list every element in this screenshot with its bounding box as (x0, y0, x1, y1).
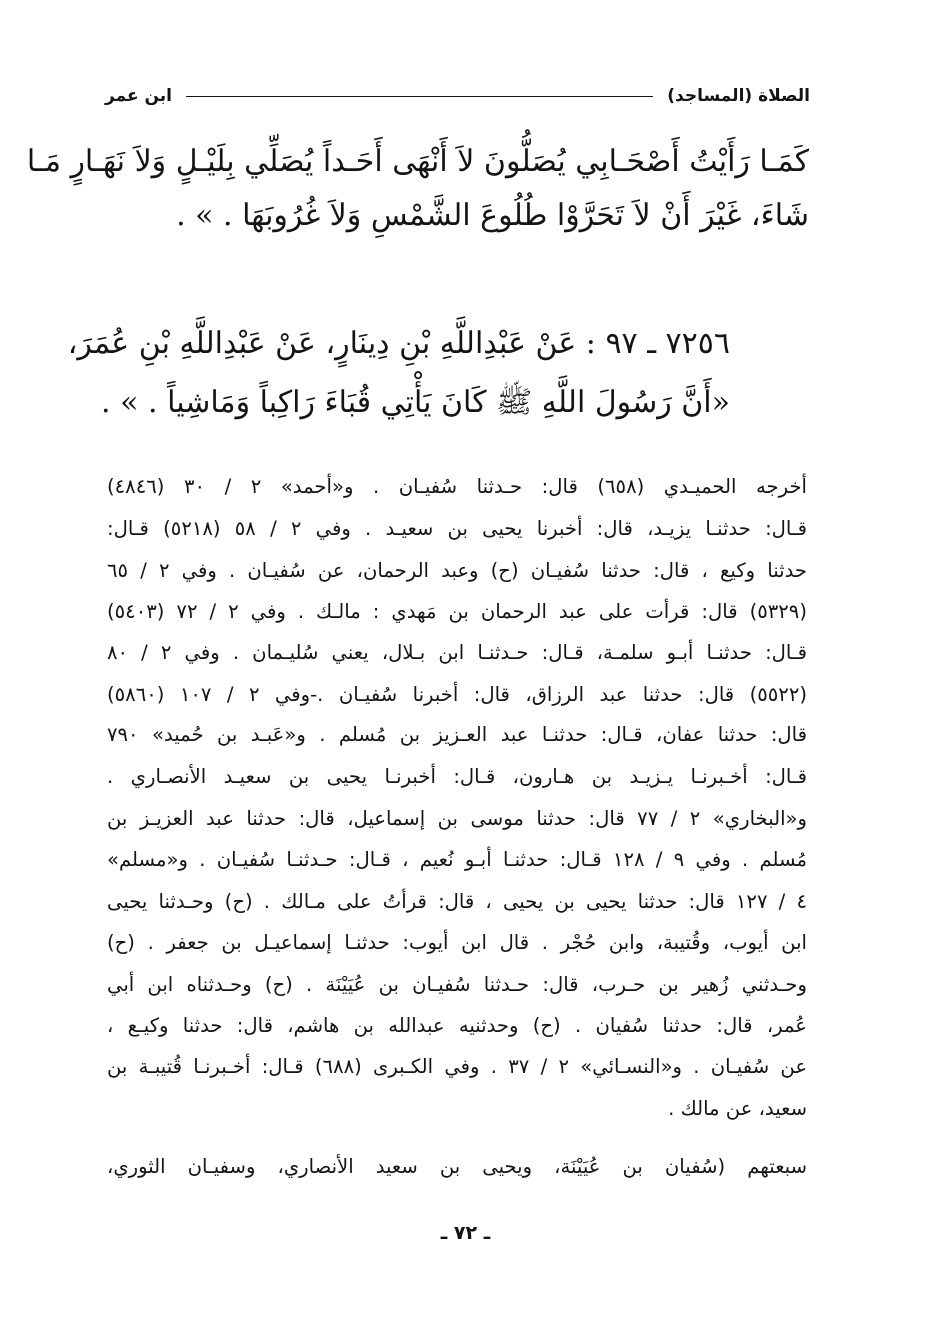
hadith-line: ٧٢٥٦ ـ ٩٧ : عَنْ عَبْدِاللَّهِ بْنِ دِينَارٍ، عَنْ عَبْدِاللَّهِ بْنِ عُمَرَ، (67, 326, 730, 361)
header-rule (186, 96, 653, 97)
note-line: سبعتهم (سُفيان بن عُيَيْنَة، ويحيى بن سعيد الأنصاري، وسفيـان الثوري، (107, 1155, 807, 1178)
running-header (105, 82, 810, 110)
takhrij-line: عن سُفيـان . و«النسـائي» ٢ / ٣٧ . وفي الكـبرى (٦٨٨) قـال: أخـبرنـا قُتيبـة بن (107, 1055, 808, 1078)
takhrij-line: سعيد، عن مالك . (668, 1097, 807, 1120)
takhrij-line: ابن أيوب، وقُتيبة، وابن حُجْر . قال ابن أيوب: حدثنـا إسماعيـل بن جعفر . (ح) (107, 931, 807, 954)
narrator-name: ابن عمر (105, 86, 173, 106)
takhrij-line: وحـدثني زُهير بن حـرب، قال: حـدثنا سُفيـان بن عُيَيْنَة . (ح) وحـدثناه ابن أبي (107, 973, 807, 996)
page-number: ـ ٧٢ ـ (440, 1222, 491, 1244)
takhrij-line: ٤ / ١٢٧ قال: حدثنا يحيى بن يحيى ، قال: قرأتُ على مـالك . (ح) وحـدثنا يحيى (107, 890, 807, 913)
takhrij-line: قال: حدثنا عفان، قـال: حدثنـا عبد العـزيز بن مُسلم . و«عَبـد بن حُميد» ٧٩٠ (107, 723, 807, 746)
takhrij-line: قـال: حدثنـا يزيـد، قال: أخبرنا يحيى بن سعيـد . وفي ٢ / ٥٨ (٥٢١٨) قـال: (107, 517, 807, 540)
takhrij-line: عُمر، قال: حدثنا سُفيان . (ح) وحدثنيه عبدالله بن هاشم، قال: حدثنا وكيـع ، (107, 1014, 807, 1037)
takhrij-line: أخرجه الحميـدي (٦٥٨) قال: حـدثنا سُفيـان . و«أحمد» ٢ / ٣٠ (٤٨٤٦) (107, 475, 807, 498)
takhrij-line: مُسلم . وفي ٩ / ١٢٨ قـال: حدثنـا أبـو نُعيم ، قـال: حـدثنـا سُفيـان . و«مسلم» (107, 848, 808, 871)
chapter-title: الصلاة (المساجد) (667, 86, 810, 106)
takhrij-line: و«البخاري» ٢ / ٧٧ قال: حدثنا موسى بن إسماعيل، قال: حدثنا عبد العزيـز بن (107, 807, 807, 830)
takhrij-line: (٥٣٢٩) قال: قرأت على عبد الرحمان بن مَهدي : مالـك . وفي ٢ / ٧٢ (٥٤٠٣) (107, 600, 807, 623)
takhrij-line: (٥٥٢٢) قال: حدثنا عبد الرزاق، قال: أخبرنا سُفيـان .-وفي ٢ / ١٠٧ (٥٨٦٠) (107, 683, 808, 706)
takhrij-line: حدثنا وكيع ، قال: حدثنا سُفيـان (ح) وعبد الرحمان، عن سُفيـان . وفي ٢ / ٦٥ (107, 559, 807, 582)
prev-hadith-line: شَاءَ، غَيْرَ أَنْ لاَ تَحَرَّوْا طُلُوعَ الشَّمْسِ وَلاَ غُرُوبَهَا . » . (176, 198, 809, 233)
takhrij-line: قـال: أخـبرنـا يـزيـد بن هـارون، قـال: أخبرنـا يحيى بن سعيـد الأنصـاري . (107, 765, 807, 788)
prev-hadith-line: كَمَـا رَأَيْتُ أَصْحَـابِي يُصَلُّونَ لاَ أَنْهَى أَحَـداً يُصَلِّي بِلَيْـلٍ وَلاَ نَهَـارٍ مَـا (26, 144, 809, 179)
takhrij-line: قـال: حدثنـا أبـو سلمـة، قـال: حـدثنـا ابن بـلال، يعني سُليـمان . وفي ٢ / ٨٠ (107, 641, 807, 664)
hadith-line: «أَنَّ رَسُولَ اللَّهِ ﷺ كَانَ يَأْتِي قُبَاءَ رَاكِباً وَمَاشِياً . » . (101, 385, 730, 420)
